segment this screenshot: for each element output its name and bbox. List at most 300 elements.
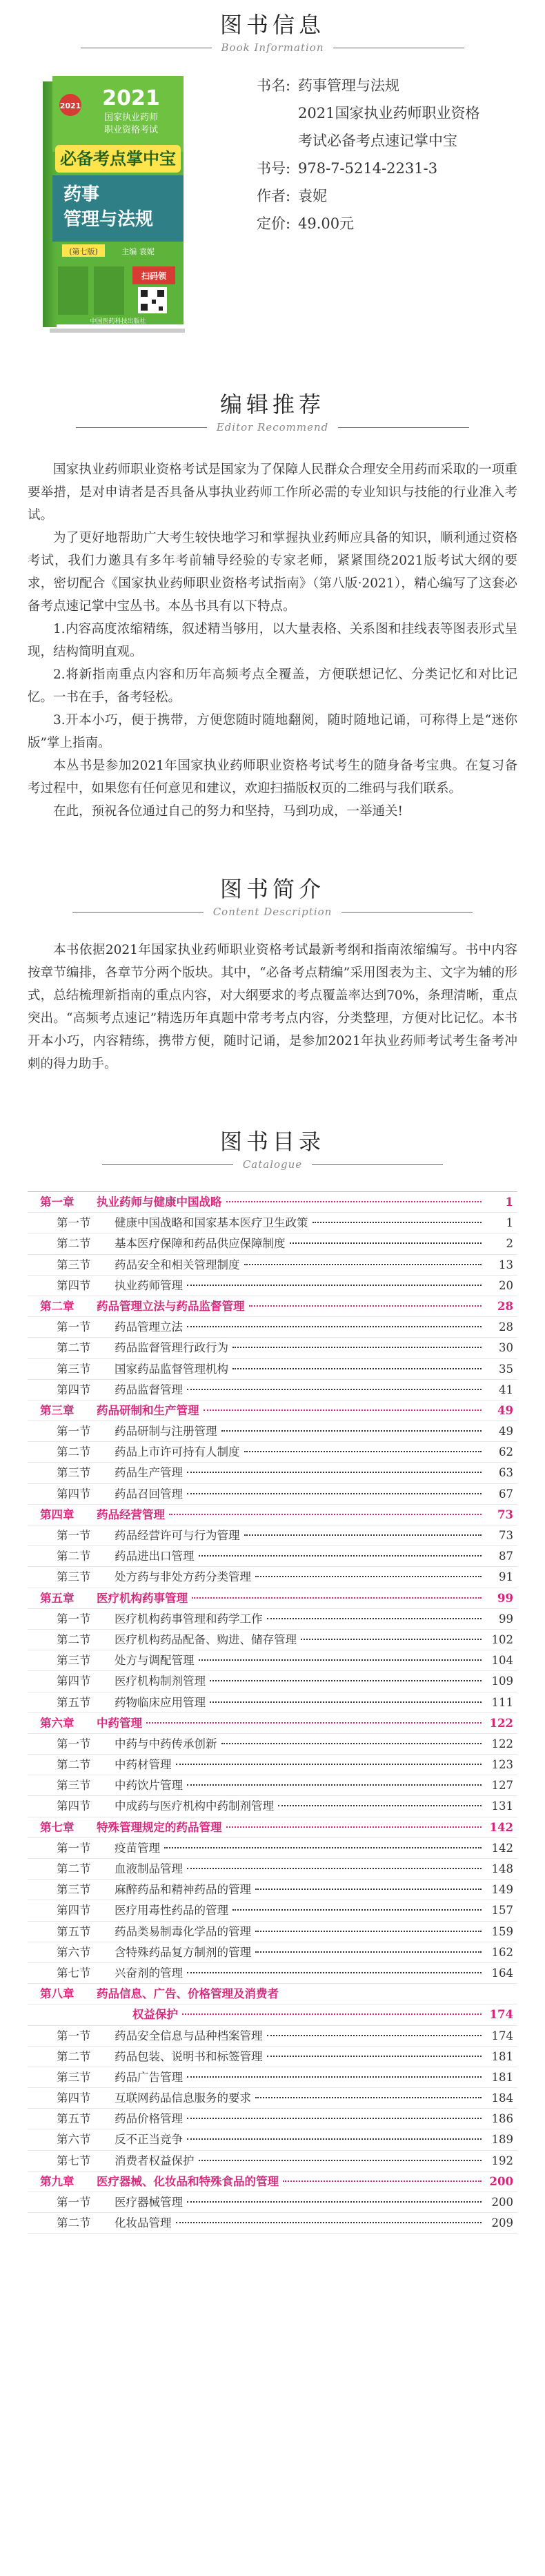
recommend-paragraph: 本丛书是参加2021年国家执业药师职业资格考试考生的随身备考宝典。在复习备考过程中，如果您有任何意见和建议，欢迎扫描版权页的二维码与我们联系。 <box>28 759 517 796</box>
toc-number: 第六节 <box>57 2133 91 2147</box>
toc-title: 兴奋剂的管理 <box>115 1966 183 1980</box>
recommend-paragraph: 为了更好地帮助广大考生较快地学习和掌握执业药师应具备的知识，顺利通过资格考试，我们力邀具有多年考前辅导经验的专家老师，紧紧围绕2021版考试大纲的要求，密切配合《国家执业药师职业资格考试指南》（第八版·2021），精心编写了这套必备考点速记掌中宝丛书。本丛书具有以下特点。 <box>28 531 517 614</box>
toc-number: 第五章 <box>40 1591 75 1605</box>
toc-number: 第五节 <box>57 1695 91 1709</box>
toc-section-row[interactable] <box>28 1276 517 1296</box>
toc-page-number: 142 <box>491 1841 513 1855</box>
toc-number: 第二节 <box>57 1758 91 1772</box>
toc-section-row[interactable] <box>28 1775 517 1796</box>
toc-leader-dots <box>232 1909 482 1911</box>
book-price-value: 49.00元 <box>298 215 355 232</box>
toc-page-number: 91 <box>499 1570 513 1584</box>
cover-editor: 主编 袁妮 <box>121 247 155 256</box>
toc-leader-dots <box>199 2160 482 2161</box>
toc-chapter-row[interactable] <box>28 2172 517 2192</box>
toc-leader-dots <box>221 1743 482 1744</box>
toc-number: 第三节 <box>57 1362 91 1376</box>
divider-line <box>72 912 204 913</box>
section-title: 图书信息 <box>219 12 325 38</box>
book-isbn-value: 978-7-5214-2231-3 <box>298 160 438 177</box>
toc-page-number: 1 <box>505 1196 513 1209</box>
book-cover-art <box>28 72 207 334</box>
toc-title: 医疗机构药事管理和药学工作 <box>115 1612 263 1626</box>
toc-number: 第二节 <box>57 1632 91 1646</box>
toc-page-number: 35 <box>499 1362 513 1376</box>
toc-title: 药品价格管理 <box>115 2112 183 2126</box>
toc-page-number: 99 <box>499 1612 513 1626</box>
toc-page-number: 159 <box>491 1924 513 1938</box>
toc-title: 处方药与非处方药分类管理 <box>115 1570 251 1584</box>
toc-title: 权益保护 <box>132 2008 178 2022</box>
toc-number: 第四节 <box>57 2091 91 2105</box>
toc-page-number: 30 <box>499 1341 513 1355</box>
section-rule <box>0 421 545 433</box>
toc-number: 第四节 <box>57 1799 91 1813</box>
toc-title: 麻醉药品和精神药品的管理 <box>115 1883 251 1897</box>
toc-section-row[interactable] <box>28 2047 517 2067</box>
book-price-row <box>257 210 545 237</box>
toc-chapter-row[interactable] <box>28 1588 517 1609</box>
book-isbn-label: 书号: <box>257 160 291 177</box>
divider-line <box>76 427 207 428</box>
toc-number: 第三节 <box>57 1258 91 1271</box>
toc-number: 第九章 <box>40 2174 75 2188</box>
toc-page-number: 13 <box>499 1258 513 1271</box>
toc-number: 第三节 <box>57 1883 91 1897</box>
recommend-paragraph: 在此，预祝各位通过自己的努力和坚持，马到功成，一举通关! <box>53 804 403 819</box>
cover-ad: 扫码领 <box>141 271 167 281</box>
toc-section-row[interactable] <box>28 2109 517 2129</box>
toc-leader-dots <box>187 2118 482 2119</box>
toc-page-number: 102 <box>491 1632 513 1646</box>
toc-title: 药品研制和生产管理 <box>97 1403 199 1417</box>
toc-leader-dots <box>187 1285 482 1286</box>
toc-leader-dots <box>187 1472 482 1473</box>
toc-section-row[interactable] <box>28 1650 517 1671</box>
book-info-fields <box>257 72 545 334</box>
toc-page-number: 99 <box>497 1591 513 1605</box>
toc-page-number: 181 <box>491 2070 513 2084</box>
toc-leader-dots <box>187 2076 482 2078</box>
toc-page-number: 73 <box>499 1529 513 1542</box>
toc-page-number: 184 <box>491 2091 513 2105</box>
toc-section-row[interactable] <box>28 1442 517 1463</box>
toc-number: 第三节 <box>57 1466 91 1480</box>
divider-line <box>312 1164 443 1165</box>
toc-section-row[interactable] <box>28 1838 517 1859</box>
toc-section-row[interactable] <box>28 2129 517 2150</box>
toc-section-row[interactable] <box>28 1546 517 1567</box>
toc-number: 第七节 <box>57 1966 91 1980</box>
book-isbn-row <box>257 155 545 182</box>
toc-leader-dots <box>187 2138 482 2140</box>
toc-title: 化妆品管理 <box>115 2216 172 2230</box>
recommend-paragraph: 1.内容高度浓缩精练，叙述精当够用，以大量表格、关系图和挂线表等图表形式呈现，结构简明直观。 <box>28 622 517 659</box>
toc-leader-dots <box>313 1222 482 1223</box>
toc-chapter-row[interactable] <box>28 1192 517 1213</box>
toc-number: 第一节 <box>57 1216 91 1230</box>
toc-number: 第五节 <box>57 2112 91 2126</box>
toc-title: 药品安全和相关管理制度 <box>115 1258 240 1271</box>
toc-title: 执业药师管理 <box>115 1278 183 1292</box>
toc-section-row[interactable] <box>28 1525 517 1546</box>
toc-page-number: 149 <box>491 1883 513 1897</box>
section-subtitle: Book Information <box>221 41 324 54</box>
toc-leader-dots <box>210 1701 482 1703</box>
section-rule <box>0 906 545 918</box>
book-info <box>28 72 545 334</box>
toc-leader-dots <box>267 2056 482 2057</box>
toc-title: 药品进出口管理 <box>115 1550 195 1563</box>
toc-section-row[interactable] <box>28 1963 517 1984</box>
toc-number: 第一节 <box>57 2029 91 2042</box>
toc-section-row[interactable] <box>28 1359 517 1380</box>
toc-number: 第二节 <box>57 2049 91 2063</box>
section-header-description <box>0 874 545 918</box>
toc-title: 消费者权益保护 <box>115 2154 195 2167</box>
toc-page-number: 111 <box>491 1695 513 1709</box>
toc-leader-dots <box>244 1264 482 1265</box>
toc-page-number: 109 <box>491 1675 513 1688</box>
toc-page-number: 148 <box>491 1862 513 1875</box>
toc-section-row[interactable] <box>28 1755 517 1775</box>
toc-section-row[interactable] <box>28 2026 517 2047</box>
toc-section-row[interactable] <box>28 1859 517 1880</box>
toc-number: 第七章 <box>40 1820 75 1834</box>
toc-title: 药品类易制毒化学品的管理 <box>115 1924 251 1938</box>
toc-page-number: 157 <box>491 1904 513 1918</box>
toc-title: 含特殊药品复方制剂的管理 <box>115 1945 251 1959</box>
toc-number: 第五节 <box>57 1924 91 1938</box>
recommend-paragraph: 2.将新指南重点内容和历年高频考点全覆盖，方便联想记忆、分类记忆和对比记忆。一书在手，备考轻松。 <box>28 667 517 705</box>
toc-page-number: 49 <box>497 1403 513 1417</box>
toc-title: 医疗用毒性药品的管理 <box>115 1904 228 1918</box>
toc-title: 医疗器械、化妆品和特殊食品的管理 <box>97 2174 279 2188</box>
toc-page-number: 28 <box>497 1299 513 1313</box>
toc-section-row[interactable] <box>28 1796 517 1817</box>
toc-title: 药品经营管理 <box>97 1507 165 1521</box>
toc-title: 疫苗管理 <box>115 1841 160 1855</box>
toc-section-row[interactable] <box>28 1880 517 1900</box>
toc-number: 第一章 <box>40 1196 75 1209</box>
toc-leader-dots <box>226 1826 482 1828</box>
toc-leader-dots <box>301 1639 482 1640</box>
toc-leader-dots <box>210 1680 482 1681</box>
toc-number: 第二节 <box>57 1237 91 1251</box>
toc-title: 药品管理立法 <box>115 1320 183 1334</box>
toc-section-row[interactable] <box>28 1671 517 1692</box>
toc-leader-dots <box>255 1889 482 1890</box>
toc-number: 第一节 <box>57 1737 91 1750</box>
cover-series-1: 国家执业药师 <box>103 113 159 123</box>
section-header-catalogue <box>0 1126 545 1171</box>
divider-line <box>102 1164 233 1165</box>
book-price-label: 定价: <box>257 215 291 232</box>
toc-page-number: 123 <box>491 1758 513 1772</box>
toc-leader-dots <box>187 1389 482 1390</box>
toc-chapter-row[interactable] <box>28 1984 517 2004</box>
toc-chapter-row[interactable] <box>28 1817 517 1838</box>
toc-page-number: 73 <box>497 1507 513 1521</box>
toc-title: 药品监督管理 <box>115 1383 183 1396</box>
toc-leader-dots <box>187 1972 482 1973</box>
toc-page-number: 200 <box>491 2196 513 2209</box>
toc-number: 第六节 <box>57 1945 91 1959</box>
book-title-row <box>257 72 545 155</box>
toc-number: 第三节 <box>57 1779 91 1793</box>
toc-title: 处方与调配管理 <box>115 1654 195 1668</box>
toc-number: 第二节 <box>57 1341 91 1355</box>
toc-number: 第一节 <box>57 1529 91 1542</box>
toc-number: 第一节 <box>57 1612 91 1626</box>
toc-leader-dots <box>176 2222 482 2223</box>
book-author-row <box>257 182 545 210</box>
toc-title: 互联网药品信息服务的要求 <box>115 2091 251 2105</box>
toc-number: 第一节 <box>57 1841 91 1855</box>
toc-section-row[interactable] <box>28 1922 517 1942</box>
toc-leader-dots <box>199 1659 482 1661</box>
toc-section-row[interactable] <box>28 1421 517 1442</box>
toc-title: 药品包装、说明书和标签管理 <box>115 2049 263 2063</box>
book-title-line-1: 药事管理与法规 <box>298 77 399 94</box>
toc-leader-dots <box>267 1618 482 1619</box>
toc-title: 医疗机构药事管理 <box>97 1591 188 1605</box>
cover-edition: (第七版) <box>69 247 98 256</box>
toc-page-number: 62 <box>499 1445 513 1459</box>
divider-line <box>341 912 473 913</box>
toc-page-number: 131 <box>491 1799 513 1813</box>
toc-page-number: 200 <box>489 2174 513 2188</box>
toc-number: 第四节 <box>57 1383 91 1396</box>
toc-page-number: 63 <box>499 1466 513 1480</box>
toc-leader-dots <box>232 1368 482 1369</box>
toc-section-row[interactable] <box>28 1900 517 1921</box>
book-author-value: 袁妮 <box>298 188 327 204</box>
toc-page-number: 192 <box>491 2154 513 2167</box>
toc-title: 药品广告管理 <box>115 2070 183 2084</box>
toc-section-row[interactable] <box>28 1692 517 1713</box>
toc-number: 第八章 <box>40 1987 75 2001</box>
toc-leader-dots <box>204 1409 482 1411</box>
toc-section-row[interactable] <box>28 2213 517 2234</box>
toc-number: 第二节 <box>57 1862 91 1875</box>
toc-title: 中药与中药传承创新 <box>115 1737 217 1750</box>
toc-number: 第七节 <box>57 2154 91 2167</box>
toc-title: 基本医疗保障和药品供应保障制度 <box>115 1237 286 1251</box>
toc-page-number: 174 <box>491 2029 513 2042</box>
toc-section-row[interactable] <box>28 1567 517 1588</box>
toc-section-row[interactable] <box>28 1338 517 1358</box>
toc-leader-dots <box>169 1514 482 1515</box>
toc-title: 血液制品管理 <box>115 1862 183 1875</box>
toc-title: 中成药与医疗机构中药制剂管理 <box>115 1799 274 1813</box>
toc-leader-dots <box>164 1847 482 1848</box>
toc-chapter-row[interactable] <box>28 1296 517 1317</box>
divider-line <box>338 427 469 428</box>
toc-chapter-row[interactable] <box>28 2004 517 2025</box>
toc-leader-dots <box>187 2201 482 2203</box>
toc-number: 第二章 <box>40 1299 75 1313</box>
toc-number: 第四节 <box>57 1278 91 1292</box>
toc-leader-dots <box>283 2180 482 2182</box>
section-rule <box>0 41 545 54</box>
toc-leader-dots <box>176 1764 482 1765</box>
toc-leader-dots <box>255 1951 482 1953</box>
toc-page-number: 28 <box>499 1320 513 1334</box>
toc-leader-dots <box>290 1242 482 1244</box>
toc-section-row[interactable] <box>28 1233 517 1254</box>
toc-section-row[interactable] <box>28 2151 517 2172</box>
cover-publisher: 中国医药科技出版社 <box>90 318 146 325</box>
toc-chapter-row[interactable] <box>28 1401 517 1421</box>
toc-page-number: 164 <box>491 1966 513 1980</box>
toc-title: 中药饮片管理 <box>115 1779 183 1793</box>
toc-page-number: 189 <box>491 2133 513 2147</box>
toc-leader-dots <box>182 2013 482 2015</box>
toc-leader-dots <box>244 1451 482 1452</box>
toc-section-row[interactable] <box>28 1630 517 1650</box>
toc-title: 医疗机构药品配备、购进、储存管理 <box>115 1632 297 1646</box>
toc-page-number: 127 <box>491 1779 513 1793</box>
section-title: 图书目录 <box>219 1129 325 1155</box>
toc-section-row[interactable] <box>28 1380 517 1401</box>
toc-title: 医疗机构制剂管理 <box>115 1675 206 1688</box>
toc-page-number: 104 <box>491 1654 513 1668</box>
toc-page-number: 67 <box>499 1487 513 1501</box>
toc-leader-dots <box>192 1597 482 1599</box>
description-text <box>28 939 517 1075</box>
toc-title: 医疗器械管理 <box>115 2196 183 2209</box>
cover-badge: 必备考点掌中宝 <box>60 149 176 168</box>
toc-section-row[interactable] <box>28 2088 517 2109</box>
toc-number: 第四章 <box>40 1507 75 1521</box>
toc-title: 药品管理立法与药品监督管理 <box>97 1299 245 1313</box>
toc-section-row[interactable] <box>28 1484 517 1505</box>
toc-section-row[interactable] <box>28 2192 517 2213</box>
toc-section-row[interactable] <box>28 2067 517 2088</box>
toc-section-row[interactable] <box>28 1609 517 1630</box>
toc-page-number: 49 <box>499 1425 513 1438</box>
toc-chapter-row[interactable] <box>28 1713 517 1734</box>
toc-title: 国家药品监督管理机构 <box>115 1362 228 1376</box>
toc-number: 第三章 <box>40 1403 75 1417</box>
toc-title: 药品经营许可与行为管理 <box>115 1529 240 1542</box>
recommend-paragraph: 3.开本小巧，便于携带，方便您随时随地翻阅，随时随地记诵，可称得上是“迷你版”掌上指南。 <box>28 713 517 750</box>
book-cover <box>28 72 207 334</box>
toc-page-number: 122 <box>489 1716 513 1730</box>
toc-leader-dots <box>255 1931 482 1932</box>
toc-leader-dots <box>187 1868 482 1869</box>
toc-number: 第四节 <box>57 1904 91 1918</box>
table-of-contents <box>28 1191 517 2234</box>
toc-number: 第一节 <box>57 2196 91 2209</box>
toc-title: 药品研制与注册管理 <box>115 1425 217 1438</box>
toc-leader-dots <box>146 1722 482 1724</box>
section-header-recommend <box>0 389 545 433</box>
toc-number: 第六章 <box>40 1716 75 1730</box>
toc-leader-dots <box>255 1576 482 1577</box>
toc-title: 反不正当竞争 <box>115 2133 183 2147</box>
toc-leader-dots <box>221 1430 482 1432</box>
toc-page-number: 41 <box>499 1383 513 1396</box>
toc-leader-dots <box>249 1305 482 1307</box>
cover-subject-1: 药事 <box>63 184 100 205</box>
section-subtitle: Catalogue <box>242 1158 303 1171</box>
cover-year: 2021 <box>102 86 160 110</box>
toc-leader-dots <box>187 1493 482 1494</box>
recommend-text <box>28 458 517 823</box>
book-title-line-2: 2021国家执业药师职业资格 <box>298 105 480 121</box>
toc-number: 第二节 <box>57 1445 91 1459</box>
toc-page-number: 142 <box>489 1820 513 1834</box>
toc-title: 药品安全信息与品种档案管理 <box>115 2029 263 2042</box>
book-title-value <box>298 72 545 155</box>
description-paragraph: 本书依据2021年国家执业药师职业资格考试最新考纲和指南浓缩编写。书中内容按章节编排，各章节分两个版块。其中，“必备考点精编”采用图表为主、文字为辅的形式，总结梳理新指南的重点内容，对大纲要求的考点覆盖率达到70%，条理清晰，重点突出。“高频考点速记”精选历年真题中常考考点内容，分类整理，方便对比记忆。本书开本小巧，内容精练，携带方便，随时记诵，是参加2021年执业药师考试考生备考冲刺的得力助手。 <box>28 943 517 1071</box>
toc-leader-dots <box>199 1555 482 1557</box>
toc-page-number: 162 <box>491 1945 513 1959</box>
section-header-info <box>0 10 545 54</box>
toc-title: 药品监督管理行政行为 <box>115 1341 228 1355</box>
toc-section-row[interactable] <box>28 1734 517 1755</box>
toc-number: 第二节 <box>57 2216 91 2230</box>
section-rule <box>0 1158 545 1171</box>
toc-title: 健康中国战略和国家基本医疗卫生政策 <box>115 1216 308 1230</box>
toc-section-row[interactable] <box>28 1255 517 1276</box>
book-title-label: 书名: <box>257 77 291 94</box>
toc-section-row[interactable] <box>28 1942 517 1963</box>
toc-number: 第三节 <box>57 2070 91 2084</box>
toc-page-number: 122 <box>491 1737 513 1750</box>
toc-title: 特殊管理规定的药品管理 <box>97 1820 222 1834</box>
cover-series-2: 职业资格考试 <box>103 125 159 135</box>
toc-number: 第一节 <box>57 1425 91 1438</box>
toc-leader-dots <box>244 1534 482 1536</box>
toc-page-number: 1 <box>506 1216 513 1230</box>
toc-title: 药品召回管理 <box>115 1487 183 1501</box>
toc-page-number: 181 <box>491 2049 513 2063</box>
toc-page-number: 209 <box>491 2216 513 2230</box>
section-subtitle: Editor Recommend <box>216 421 329 433</box>
cover-subject-2: 管理与法规 <box>63 209 154 230</box>
toc-title: 执业药师与健康中国战略 <box>97 1196 222 1209</box>
section-subtitle: Content Description <box>212 906 333 918</box>
toc-page-number: 87 <box>499 1550 513 1563</box>
toc-number: 第四节 <box>57 1675 91 1688</box>
toc-number: 第二节 <box>57 1550 91 1563</box>
toc-leader-dots <box>187 1784 482 1786</box>
toc-number: 第三节 <box>57 1570 91 1584</box>
toc-number: 第一节 <box>57 1320 91 1334</box>
toc-title: 中药材管理 <box>115 1758 172 1772</box>
cover-year-badge: 2021 <box>59 101 81 110</box>
toc-leader-dots <box>267 2035 482 2036</box>
book-author-label: 作者: <box>257 188 291 204</box>
toc-section-row[interactable] <box>28 1213 517 1233</box>
toc-section-row[interactable] <box>28 1317 517 1338</box>
recommend-paragraph: 国家执业药师职业资格考试是国家为了保障人民群众合理安全用药而采取的一项重要举措，是对申请者是否具备从事执业药师工作所必需的专业知识与技能的行业准入考试。 <box>28 462 517 523</box>
toc-title: 药品生产管理 <box>115 1466 183 1480</box>
toc-chapter-row[interactable] <box>28 1505 517 1525</box>
toc-page-number: 20 <box>499 1278 513 1292</box>
toc-page-number: 174 <box>489 2008 513 2022</box>
section-title: 编辑推荐 <box>219 391 325 418</box>
toc-leader-dots <box>187 1326 482 1327</box>
toc-number: 第三节 <box>57 1654 91 1668</box>
toc-leader-dots <box>226 1201 482 1202</box>
toc-page-number: 2 <box>506 1237 513 1251</box>
toc-title: 药品信息、广告、价格管理及消费者 <box>97 1987 279 2001</box>
toc-section-row[interactable] <box>28 1463 517 1483</box>
